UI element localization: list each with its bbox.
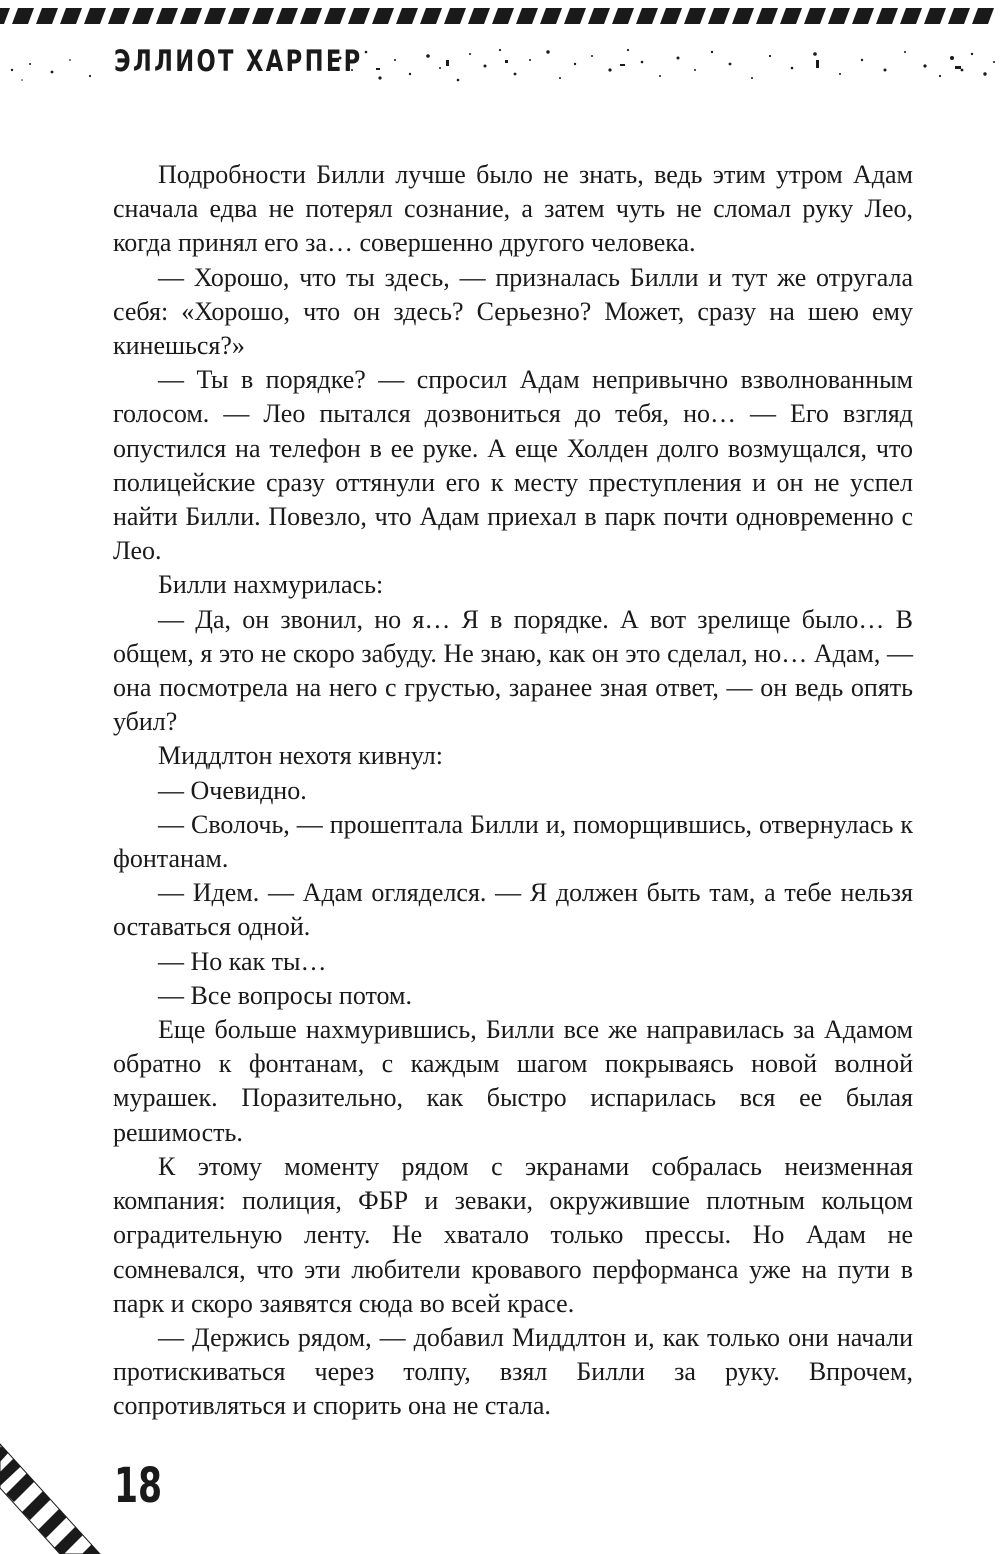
paragraph: Подробности Билли лучше было не знать, ведь этим утром Адам сначала едва не потерял сознание, а затем чуть не сломал руку Лео, когда принял его за… совершенно другого человека. bbox=[113, 160, 913, 258]
paragraph: — Идем. — Адам огляделся. — Я должен быть там, а тебе нельзя оставаться одной. bbox=[113, 878, 913, 942]
caution-tape-top bbox=[0, 0, 1000, 30]
paragraph: — Сволочь, — прошептала Билли и, поморщившись, отвернулась к фонтанам. bbox=[113, 809, 913, 874]
paragraph: — Очевидно. bbox=[158, 775, 307, 805]
paragraph: Билли нахмурилась: bbox=[158, 570, 384, 600]
paragraph: — Хорошо, что ты здесь, — призналась Билли и тут же отругала себя: «Хорошо, что он здесь? Серьезно? Может, сразу на шею ему кинешься?» bbox=[113, 262, 913, 361]
paragraph: Миддлтон нехотя кивнул: bbox=[158, 741, 443, 771]
paragraph: — Ты в порядке? — спросил Адам непривычно взволнованным голосом. — Лео пытался дозвониться до тебя, но… — Его взгляд опустился на телефон в ее руке. А еще Холден долго возмущался, что полицейские сразу оттянули его к месту преступления и он не успел найти Билли. Повезло, что Адам приехал в парк почти одновременно с Лео. bbox=[113, 365, 913, 566]
paragraph: К этому моменту рядом с экранами собралась неизменная компания: полиция, ФБР и зеваки, окружившие плотным кольцом оградительную ленту. Не хватало только прессы. Но Адам не сомневался, что эти любители кровавого перформанса уже на пути в парк и скоро заявятся сюда во всей красе. bbox=[113, 1151, 913, 1318]
caution-tape-bottom bbox=[0, 1430, 120, 1554]
page-number: 18 bbox=[114, 1458, 163, 1514]
paragraph: — Держись рядом, — добавил Миддлтон и, как только они начали протискиваться через толпу, взял Билли за руку. Впрочем, сопротивляться и спорить она не стала. bbox=[113, 1322, 913, 1421]
paragraph: — Но как ты… bbox=[158, 946, 327, 976]
running-head-author: ЭЛЛИОТ ХАРПЕР bbox=[114, 44, 363, 78]
paragraph: Еще больше нахмурившись, Билли все же направилась за Адамом обратно к фонтанам, с каждым шагом покрываясь новой волной мурашек. Поразительно, как быстро испарилась вся ее былая решимость. bbox=[113, 1015, 913, 1147]
book-page-text bbox=[113, 158, 913, 1424]
paragraph: — Все вопросы потом. bbox=[158, 980, 412, 1010]
paragraph: — Да, он звонил, но я… Я в порядке. А вот зрелище было… В общем, я это не скоро забуду. Не знаю, как он это сделал, но… Адам, — она посмотрела на него с грустью, заранее зная ответ, — он ведь опять убил? bbox=[113, 604, 913, 737]
